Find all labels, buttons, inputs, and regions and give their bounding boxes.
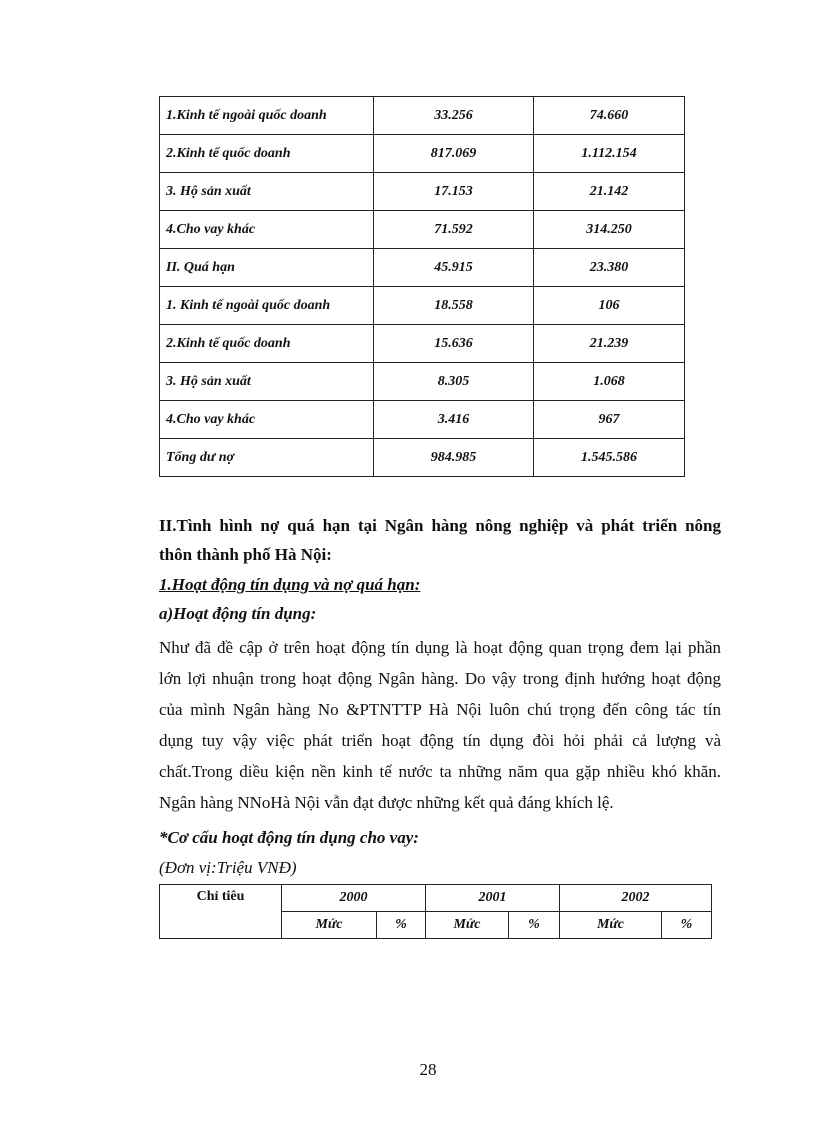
table-row	[160, 325, 685, 363]
row-label: 3. Hộ sản xuất	[160, 173, 374, 211]
value-cell: 1.112.154	[534, 135, 685, 173]
section-heading-line1: II.Tình hình nợ quá hạn tại Ngân hàng nông nghiệp và phát triển nông	[159, 516, 721, 535]
header-muc: Mức	[426, 912, 509, 939]
page-number: 28	[419, 1060, 437, 1079]
value-cell: 45.915	[374, 249, 534, 287]
value-cell: 817.069	[374, 135, 534, 173]
paragraph-line: chất.Trong diều kiện nền kinh tế nước ta những năm qua gặp nhiều khó khăn.	[159, 762, 721, 781]
row-label: 2.Kinh tế quốc doanh	[160, 135, 374, 173]
table-row	[160, 287, 685, 325]
body-paragraph	[159, 632, 721, 818]
header-percent: %	[662, 912, 712, 939]
row-label: 2.Kinh tế quốc doanh	[160, 325, 374, 363]
structure-heading: *Cơ cấu hoạt động tín dụng cho vay:	[159, 828, 419, 847]
value-cell: 1.545.586	[534, 439, 685, 477]
value-cell: 74.660	[534, 97, 685, 135]
loan-balance-table	[159, 96, 685, 477]
row-label: II. Quá hạn	[160, 249, 374, 287]
header-chi-tieu: Chỉ tiêu	[160, 885, 282, 939]
value-cell: 15.636	[374, 325, 534, 363]
table-row	[160, 173, 685, 211]
table-row	[160, 97, 685, 135]
header-year: 2001	[426, 885, 560, 912]
header-percent: %	[377, 912, 426, 939]
value-cell: 21.239	[534, 325, 685, 363]
value-cell: 71.592	[374, 211, 534, 249]
value-cell: 17.153	[374, 173, 534, 211]
subsection-subheading: a)Hoạt động tín dụng:	[159, 604, 317, 623]
table-row	[160, 363, 685, 401]
paragraph-line: dụng tuy vậy việc phát triển hoạt động tín dụng đòi hỏi phải cả lượng và	[159, 731, 721, 750]
section-heading-line2: thôn thành phố Hà Nội:	[159, 545, 332, 564]
paragraph-line: lớn lợi nhuận trong hoạt động Ngân hàng. Do vậy trong định hướng hoạt động	[159, 669, 721, 688]
value-cell: 1.068	[534, 363, 685, 401]
value-cell: 3.416	[374, 401, 534, 439]
header-percent: %	[509, 912, 560, 939]
row-label: 1.Kinh tế ngoài quốc doanh	[160, 97, 374, 135]
unit-label: (Đơn vị:Triệu VNĐ)	[159, 858, 297, 877]
value-cell: 33.256	[374, 97, 534, 135]
table-row	[160, 135, 685, 173]
table-row	[160, 211, 685, 249]
subsection-heading: 1.Hoạt động tín dụng và nợ quá hạn:	[159, 575, 421, 594]
value-cell: 23.380	[534, 249, 685, 287]
value-cell: 106	[534, 287, 685, 325]
row-label: Tổng dư nợ	[160, 439, 374, 477]
header-year: 2002	[560, 885, 712, 912]
table-row-total	[160, 439, 685, 477]
header-muc: Mức	[282, 912, 377, 939]
value-cell: 8.305	[374, 363, 534, 401]
value-cell: 984.985	[374, 439, 534, 477]
row-label: 1. Kinh tế ngoài quốc doanh	[160, 287, 374, 325]
value-cell: 18.558	[374, 287, 534, 325]
row-label: 4.Cho vay khác	[160, 211, 374, 249]
table-row	[160, 401, 685, 439]
row-label: 3. Hộ sản xuất	[160, 363, 374, 401]
header-muc: Mức	[560, 912, 662, 939]
value-cell: 967	[534, 401, 685, 439]
paragraph-line: của mình Ngân hàng No &PTNTTP Hà Nội luôn chú trọng đến công tác tín	[159, 700, 721, 719]
paragraph-line: Ngân hàng NNoHà Nội vẫn đạt được những kết quả đáng khích lệ.	[159, 793, 614, 812]
paragraph-line: Như đã đề cập ở trên hoạt động tín dụng là hoạt động quan trọng đem lại phần	[159, 638, 721, 657]
row-label: 4.Cho vay khác	[160, 401, 374, 439]
value-cell: 21.142	[534, 173, 685, 211]
header-year: 2000	[282, 885, 426, 912]
credit-structure-table	[159, 884, 712, 939]
value-cell: 314.250	[534, 211, 685, 249]
table-row	[160, 249, 685, 287]
table-header-row	[160, 885, 712, 912]
